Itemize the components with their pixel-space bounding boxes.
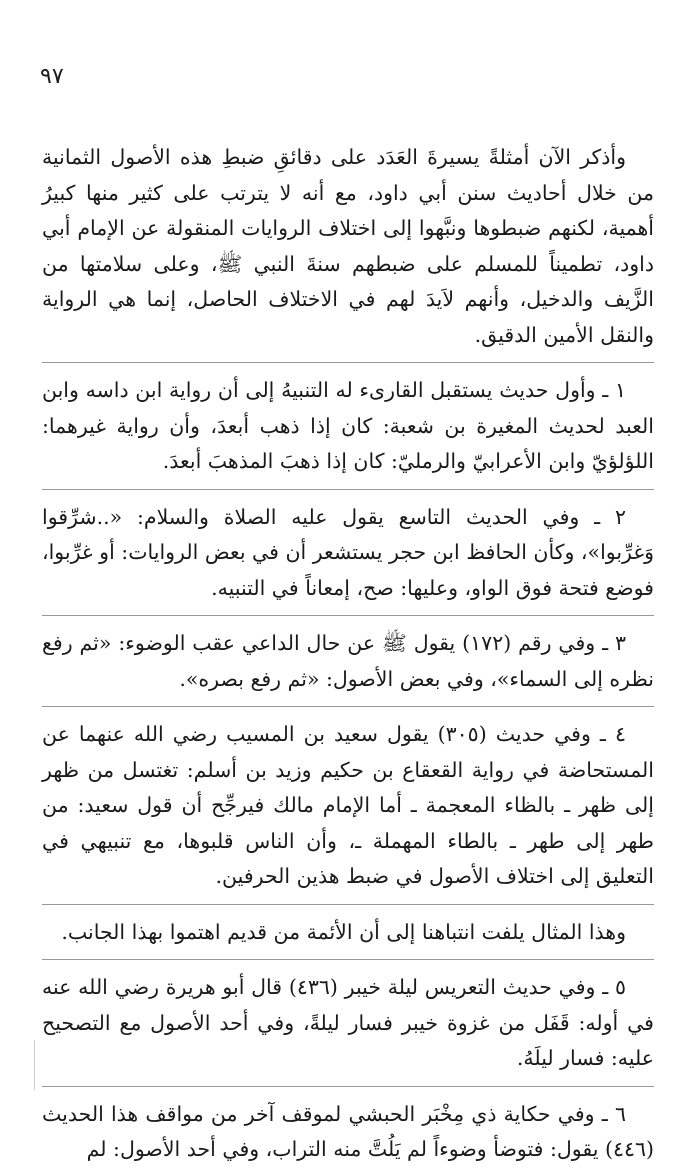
example-5-paragraph: ٥ ـ وفي حديث التعريس ليلة خيبر (٤٣٦) قال أبو هريرة رضي الله عنه في أوله: قَفَل من غزوة خيبر فسار ليلةً، وفي أحد الأصول مع التصحيح عليه: فسار ليلَهُ. xyxy=(42,975,654,1070)
page-edge-mark xyxy=(34,1040,35,1090)
intro-paragraph: وأذكر الآن أمثلةً يسيرةَ العَدَد على دقائقِ ضبطِ هذه الأصول الثمانية من خلال أحاديث سنن أبي داود، مع أنه لا يترتب على كثير منها كبيرُ أهمية، لكنهم ضبطوها ونبَّهوا إلى اختلاف الروايات المنقولة عن الإمام أبي داود، تطميناً للمسلم على ضبطهم سنةَ النبي ﷺ، وعلى سلامتها من الزَّيف والدخيل، وأنهم لاَيدَ لهم في الاختلاف الحاصل، إنما هي الرواية والنقل الأمين الدقيق. xyxy=(42,145,654,347)
page-body xyxy=(42,140,654,1168)
example-6-paragraph: ٦ ـ وفي حكاية ذي مِخْبَر الحبشي لموقف آخر من مواقف هذا الحديث (٤٤٦) يقول: فتوضأ وضوءاً لم يَلُتَّ منه التراب، وفي أحد الأصول: لم xyxy=(42,1101,654,1161)
example-2-paragraph: ٢ ـ وفي الحديث التاسع يقول عليه الصلاة والسلام: «..شرِّقوا وَغرِّبوا»، وكأن الحافظ ابن حجر يستشعر أن في بعض الروايات: أو غرِّبوا، فوضع فتحة فوق الواو، وعليها: صح، إمعاناً في التنبيه. xyxy=(42,504,654,600)
paragraph-divider xyxy=(42,362,654,363)
paragraph-divider xyxy=(42,489,654,490)
paragraph-divider xyxy=(42,1086,654,1087)
paragraph-divider xyxy=(42,959,654,960)
page-number: ٩٧ xyxy=(40,64,64,89)
note-paragraph: وهذا المثال يلفت انتباهنا إلى أن الأئمة من قديم اهتموا بهذا الجانب. xyxy=(61,919,626,944)
paragraph-divider xyxy=(42,904,654,905)
example-4-paragraph: ٤ ـ وفي حديث (٣٠٥) يقول سعيد بن المسيب رضي الله عنهما عن المستحاضة في رواية القعقاع بن حكيم وزيد بن أسلم: تغتسل من ظهر إلى ظهر ـ بالظاء المعجمة ـ أما الإمام مالك فيرجِّح أن قول سعيد: من طهر إلى طهر ـ بالطاء المهملة ـ، وأن الناس قلبوها، مع تنبيهي في التعليق إلى اختلاف الأصول في ضبط هذين الحرفين. xyxy=(42,722,654,888)
paragraph-divider xyxy=(42,615,654,616)
example-1-paragraph: ١ ـ وأول حديث يستقبل القارىء له التنبيهُ إلى أن رواية ابن داسه وابن العبد لحديث المغيرة بن شعبة: كان إذا ذهب أبعدَ، وأن رواية غيرهما: اللؤلؤيّ وابن الأعرابيّ والرمليّ: كان إذا ذهبَ المذهبَ أبعدَ. xyxy=(42,378,654,473)
paragraph-divider xyxy=(42,706,654,707)
example-3-paragraph: ٣ ـ وفي رقم (١٧٢) يقول ﷺ عن حال الداعي عقب الوضوء: «ثم رفع نظره إلى السماء»، وفي بعض الأصول: «ثم رفع بصره». xyxy=(42,631,654,691)
